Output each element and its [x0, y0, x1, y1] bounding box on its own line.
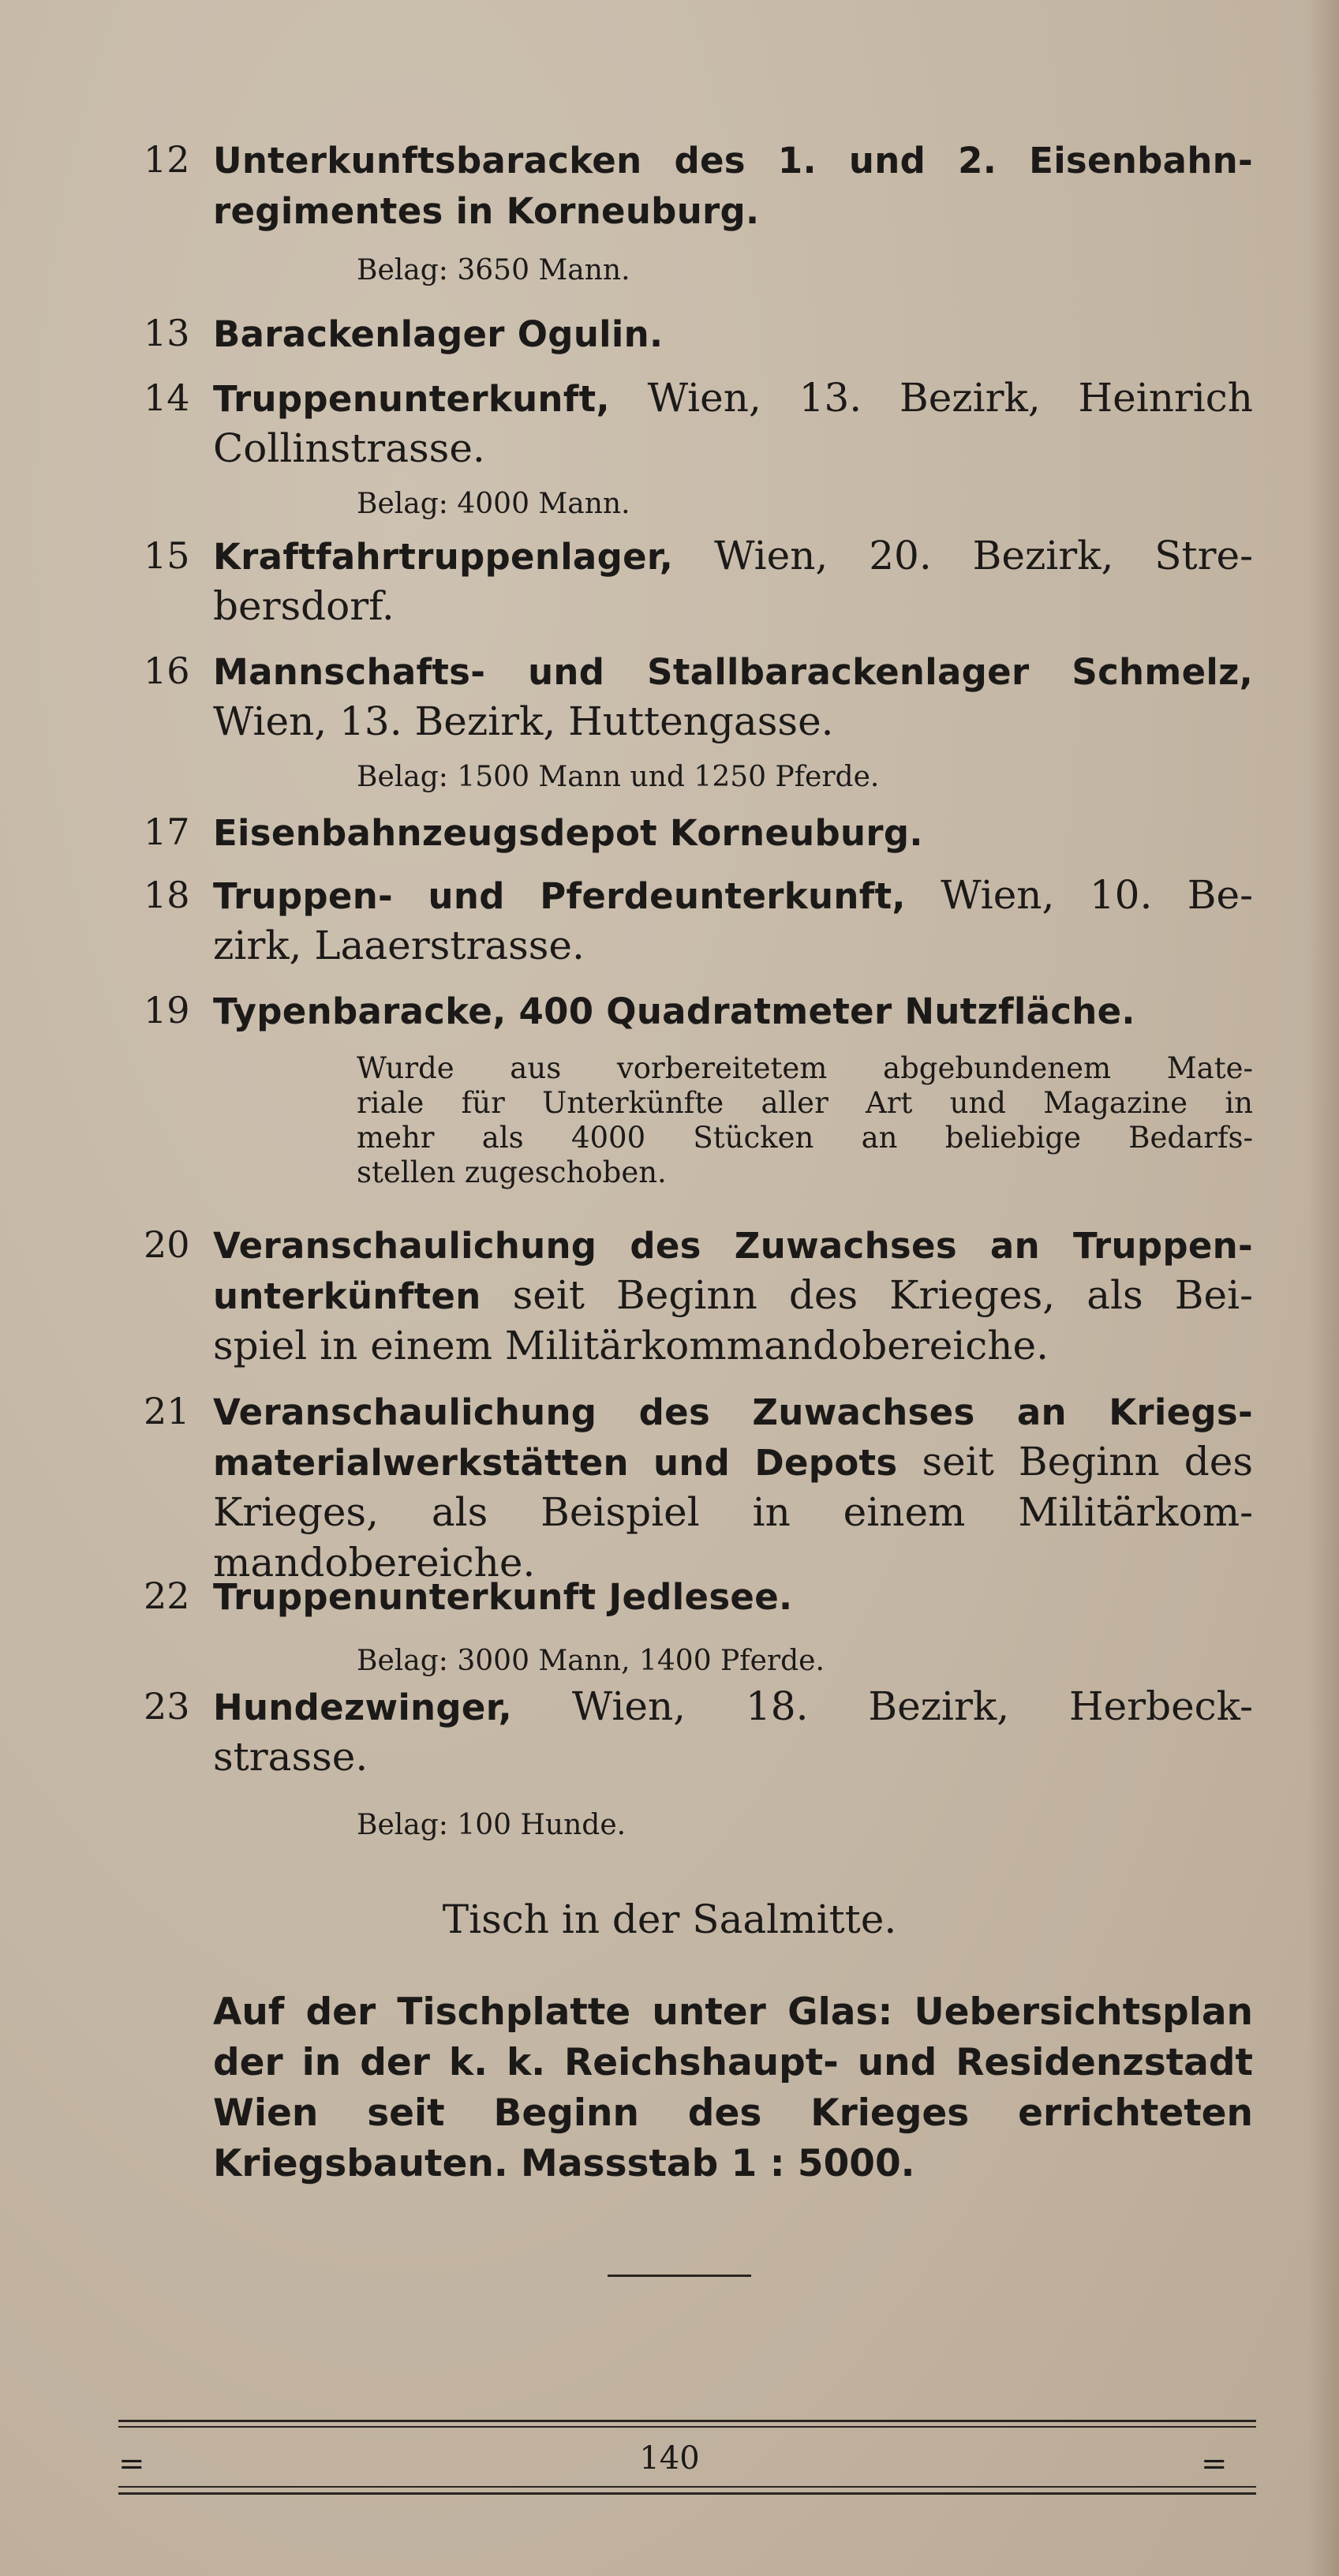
section-heading: Tisch in der Saalmitte. [442, 1896, 897, 1942]
entry-title: Mannschafts- und Stallbarackenlager Schmelz, [213, 651, 1253, 693]
entry-note-line: riale für Unterkünfte aller Art und Magazine in [357, 1086, 1253, 1120]
entry-text [213, 134, 1253, 235]
entry-line [213, 581, 1253, 631]
entry-detail: Wien, 13. Bezirk, Heinrich [609, 375, 1253, 421]
short-divider [608, 2275, 751, 2277]
page-edge-shadow [1307, 0, 1339, 2576]
entry-note-line: stellen zugeschoben. [357, 1155, 667, 1189]
entry-detail: Collinstrasse. [213, 425, 485, 471]
entry-number: 23 [144, 1685, 190, 1728]
entry-line [213, 1681, 1253, 1732]
entry-capacity: Belag: 4000 Mann. [357, 488, 630, 520]
entry-title: regimentes in Korneuburg. [213, 190, 760, 232]
entry-detail: strasse. [213, 1734, 368, 1780]
entry-line [213, 185, 1253, 235]
entry-title: materialwerkstätten und Depots [213, 1442, 898, 1484]
entry-line [213, 696, 1253, 747]
entry-number: 21 [144, 1390, 190, 1432]
entry-title: Truppenunterkunft, [213, 378, 610, 420]
entry-note-line: Wurde aus vorbereitetem abgebundenem Mate- [357, 1051, 1253, 1085]
entry-line [213, 870, 1253, 920]
entry-number: 19 [144, 989, 190, 1032]
entry-text [213, 1386, 1253, 1588]
entry-text [213, 308, 1253, 358]
footer-right-mark: = [1201, 2446, 1228, 2482]
page-number: 140 [639, 2440, 700, 2477]
footer-rule-top [118, 2420, 1256, 2422]
entry-detail: Wien, 13. Bezirk, Huttengasse. [213, 698, 834, 744]
entry-text [213, 373, 1253, 474]
entry-detail: Wien, 18. Bezirk, Herbeck- [512, 1683, 1253, 1729]
entry-detail: Wien, 20. Bezirk, Stre- [673, 533, 1253, 578]
entry-text [213, 1681, 1253, 1782]
table-description-line: Auf der Tischplatte unter Glas: Uebersichtsplan [213, 1990, 1253, 2034]
entry-note [357, 1051, 1253, 1190]
entry-number: 13 [144, 312, 190, 354]
entry-number: 20 [144, 1223, 190, 1266]
footer-rule-bottom-thin [118, 2486, 1256, 2488]
entry-text [213, 646, 1253, 747]
entry-line [213, 1219, 1253, 1270]
entry-number: 16 [144, 650, 190, 692]
entry-line [213, 1270, 1253, 1320]
entry-line [213, 1487, 1253, 1537]
entry-title: Hundezwinger, [213, 1687, 512, 1728]
entry-detail: spiel in einem Militärkommandobereiche. [213, 1323, 1049, 1368]
footer-rule-top-thin [118, 2426, 1256, 2428]
entry-title: Typenbaracke, 400 Quadratmeter Nutzfläche. [213, 990, 1135, 1032]
entry-line [213, 308, 1253, 358]
entry-title: Unterkunftsbaracken des 1. und 2. Eisenbahn- [213, 140, 1253, 182]
entry-line [213, 1571, 1253, 1621]
entry-line [213, 646, 1253, 696]
entry-title: Truppen- und Pferdeunterkunft, [213, 875, 906, 917]
footer-rule-bottom [118, 2492, 1256, 2495]
entry-text [213, 870, 1253, 971]
entry-detail: Krieges, als Beispiel in einem Militärkom- [213, 1489, 1253, 1535]
entry-line [213, 807, 1253, 857]
entry-line [213, 1320, 1253, 1371]
entry-capacity: Belag: 1500 Mann und 1250 Pferde. [357, 761, 880, 793]
entry-text [213, 1571, 1253, 1621]
entry-title: Eisenbahnzeugsdepot Korneuburg. [213, 812, 923, 854]
entry-text [213, 1219, 1253, 1371]
entry-number: 12 [144, 138, 190, 181]
entry-title: Veranschaulichung des Zuwachses an Kriegs- [213, 1391, 1253, 1433]
entry-line [213, 530, 1253, 581]
table-description-line: der in der k. k. Reichshaupt- und Residenzstadt [213, 2041, 1253, 2084]
entry-line [213, 423, 1253, 474]
entry-capacity: Belag: 3650 Mann. [357, 254, 630, 286]
entry-title: Barackenlager Ogulin. [213, 313, 664, 355]
entry-line [213, 1386, 1253, 1436]
entry-number: 22 [144, 1574, 190, 1617]
entry-line [213, 920, 1253, 971]
entry-text [213, 807, 1253, 857]
entry-capacity: Belag: 3000 Mann, 1400 Pferde. [357, 1645, 825, 1677]
entry-number: 15 [144, 534, 190, 577]
entry-text [213, 530, 1253, 631]
entry-number: 17 [144, 811, 190, 853]
table-description [213, 1987, 1253, 2189]
entry-title: Truppenunterkunft Jedlesee. [213, 1576, 793, 1618]
entry-detail: seit Beginn des [897, 1439, 1253, 1485]
entry-text [213, 985, 1253, 1035]
entry-line [213, 134, 1253, 185]
entry-number: 14 [144, 376, 190, 419]
footer-left-mark: = [118, 2446, 145, 2482]
entry-note-line: mehr als 4000 Stücken an beliebige Bedarfs- [357, 1121, 1253, 1155]
entry-detail: mandobereiche. [213, 1540, 536, 1586]
entry-detail: Wien, 10. Be- [905, 872, 1253, 918]
entry-title: unterkünften [213, 1275, 481, 1317]
entry-line [213, 1732, 1253, 1782]
entry-title: Kraftfahrtruppenlager, [213, 536, 674, 578]
entry-detail: bersdorf. [213, 583, 395, 629]
table-description-line: Wien seit Beginn des Krieges errichteten [213, 2091, 1253, 2135]
entry-line [213, 1436, 1253, 1487]
entry-detail: seit Beginn des Krieges, als Bei- [481, 1272, 1253, 1318]
entry-line [213, 985, 1253, 1035]
table-description-line: Kriegsbauten. Massstab 1 : 5000. [213, 2142, 915, 2185]
entry-capacity: Belag: 100 Hunde. [357, 1809, 626, 1841]
entry-line [213, 373, 1253, 423]
entry-title: Veranschaulichung des Zuwachses an Truppen- [213, 1225, 1253, 1267]
entry-number: 18 [144, 874, 190, 916]
entry-detail: zirk, Laaerstrasse. [213, 923, 585, 968]
